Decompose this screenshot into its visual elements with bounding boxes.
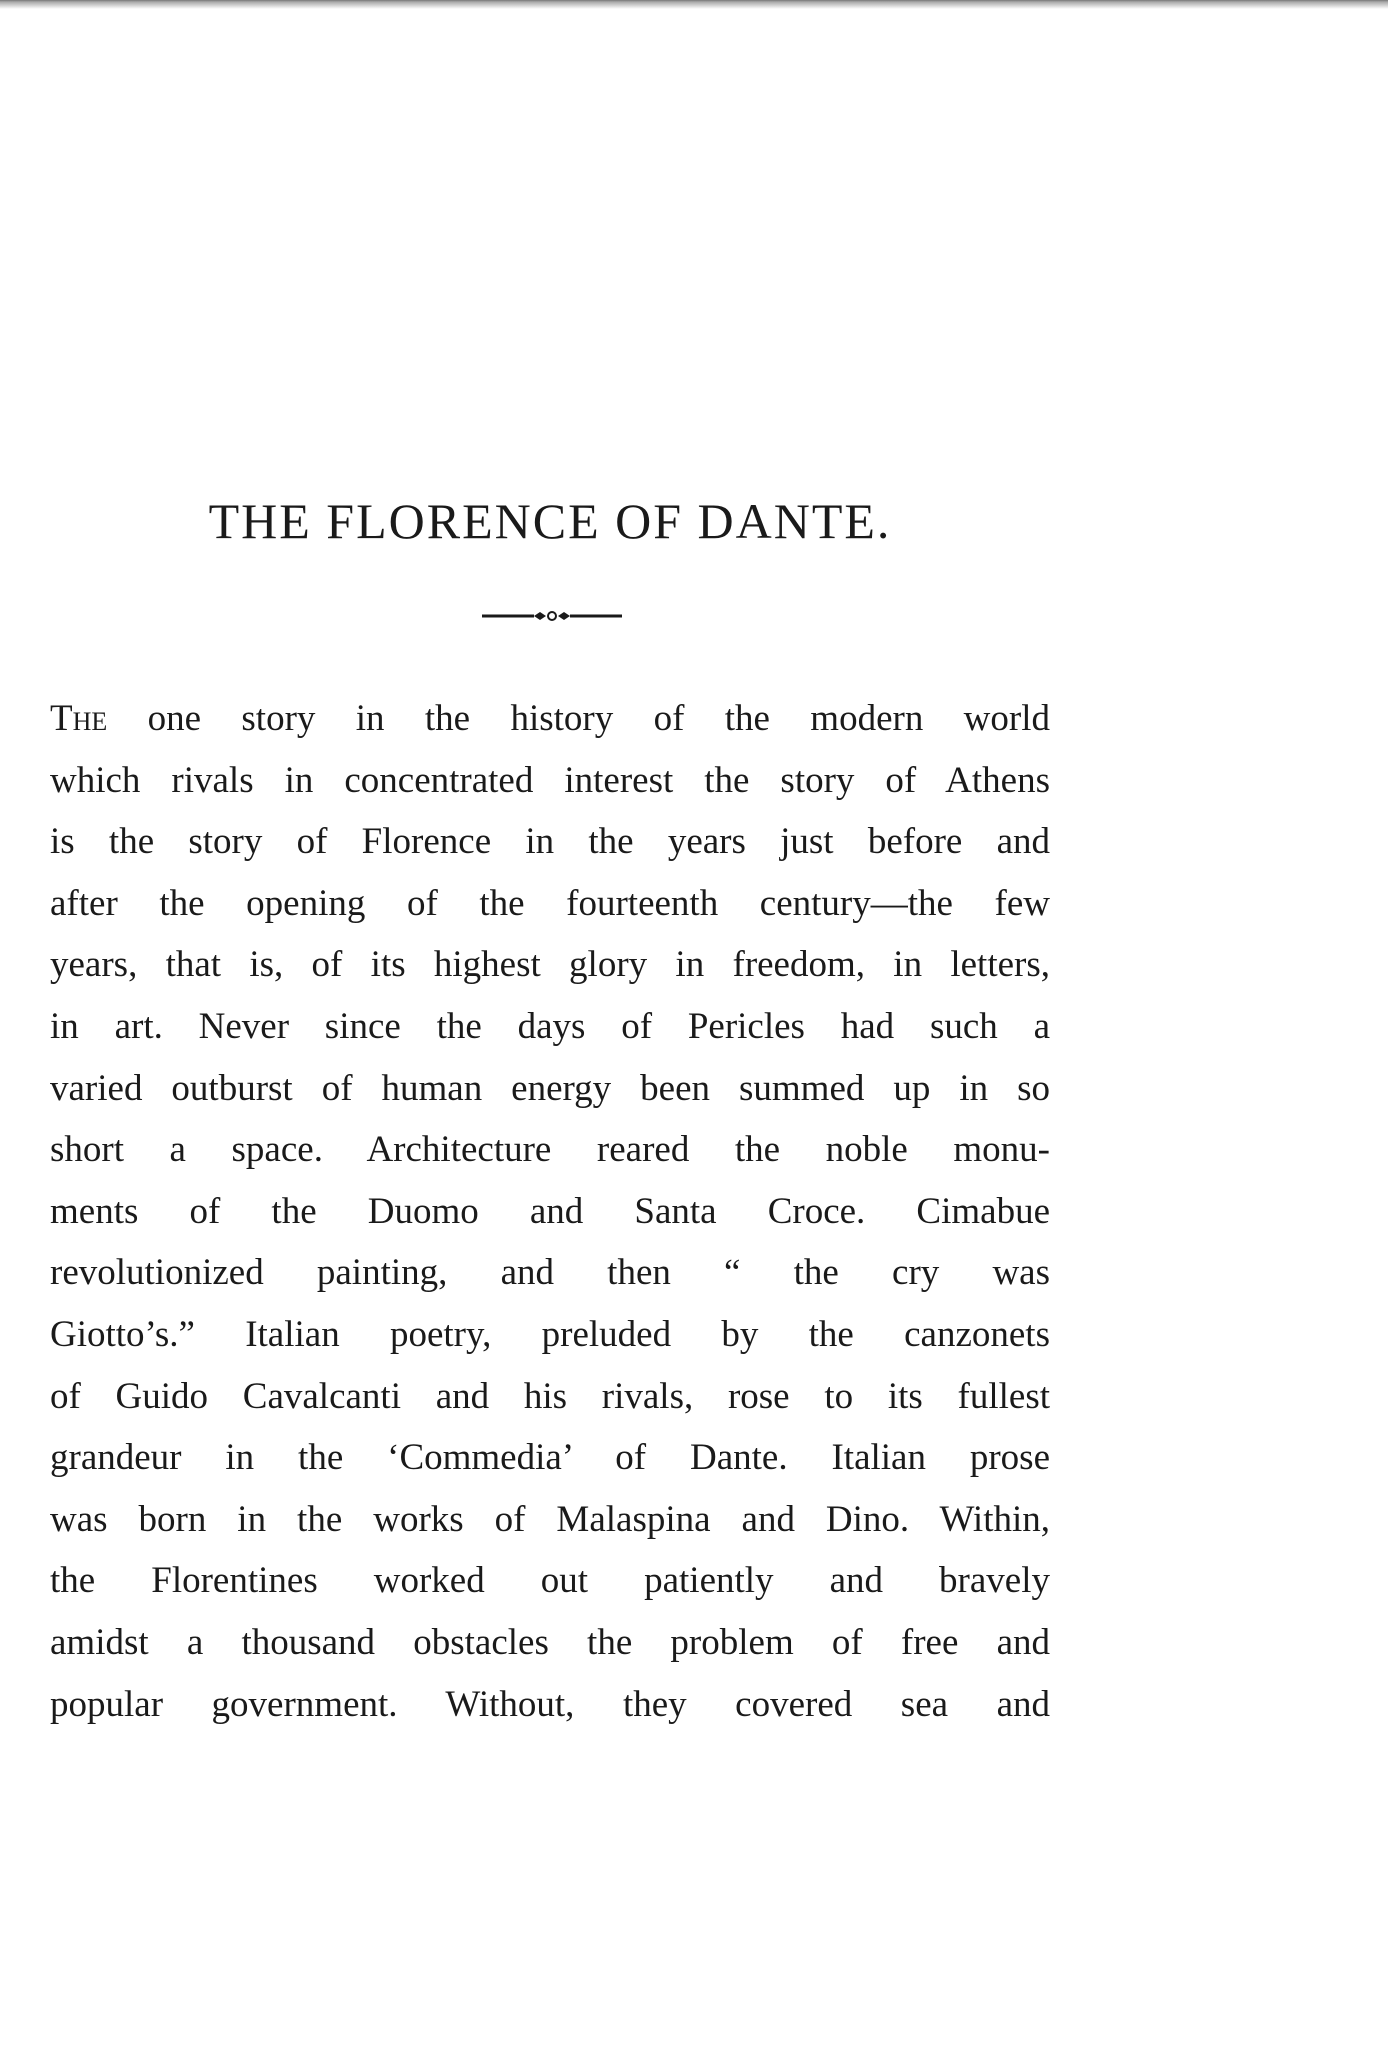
text-line: varied outburst of human energy been summed up in so xyxy=(50,1067,1050,1109)
text-line: amidst a thousand obstacles the problem of free and xyxy=(50,1621,1050,1663)
body-paragraph xyxy=(50,688,1050,1735)
text-line: Giotto’s.” Italian poetry, preluded by the canzonets xyxy=(50,1313,1050,1355)
text-line: which rivals in concentrated interest the story of Athens xyxy=(50,759,1050,801)
text-line: popular government. Without, they covered sea and xyxy=(50,1683,1050,1725)
text-line-first xyxy=(50,688,1050,750)
chapter-title: THE FLORENCE OF DANTE. xyxy=(208,493,892,549)
text-line: was born in the works of Malaspina and Dino. Within, xyxy=(50,1498,1050,1540)
text-line: in art. Never since the days of Pericles had such a xyxy=(50,1005,1050,1047)
page-top-edge xyxy=(0,0,1388,10)
text-line: after the opening of the fourteenth century—the few xyxy=(50,882,1050,924)
text-line: ments of the Duomo and Santa Croce. Cimabue xyxy=(50,1190,1050,1232)
title-ornament xyxy=(482,606,622,626)
text-line: of Guido Cavalcanti and his rivals, rose to its fullest xyxy=(50,1375,1050,1417)
first-line-rest: one story in the history of the modern world xyxy=(147,698,1050,739)
text-line: short a space. Architecture reared the noble monu- xyxy=(50,1129,1050,1171)
text-line: is the story of Florence in the years just before and xyxy=(50,821,1050,863)
text-line: years, that is, of its highest glory in freedom, in letters, xyxy=(50,944,1050,986)
text-line: the Florentines worked out patiently and bravely xyxy=(50,1560,1050,1602)
text-line: grandeur in the ‘Commedia’ of Dante. Italian prose xyxy=(50,1437,1050,1479)
drop-word: The xyxy=(50,698,108,739)
text-line: revolutionized painting, and then “ the cry was xyxy=(50,1252,1050,1294)
